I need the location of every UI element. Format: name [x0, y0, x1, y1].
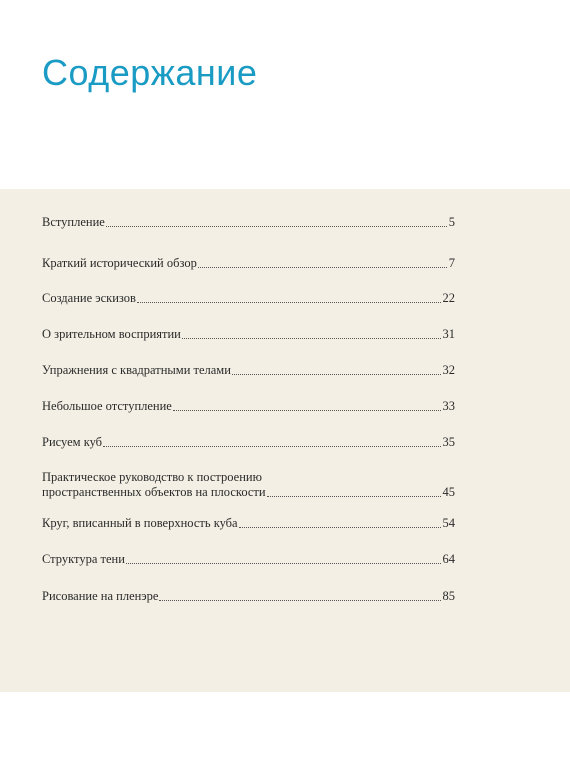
toc-entry-title: Практическое руководство к построению — [42, 470, 262, 484]
toc-entry-row — [42, 589, 455, 604]
dot-leader — [126, 563, 441, 564]
page-title: Содержание — [42, 52, 258, 93]
toc-page-number: 35 — [442, 435, 455, 449]
toc-list — [42, 189, 455, 692]
dot-leader — [182, 338, 441, 339]
toc-page-number: 7 — [448, 256, 455, 270]
toc-entry-title: Круг, вписанный в поверхность куба — [42, 516, 238, 530]
toc-entry — [42, 291, 455, 306]
toc-entry-row — [42, 435, 455, 450]
toc-page-number: 31 — [442, 327, 455, 341]
toc-entry-row — [42, 363, 455, 378]
toc-entry — [42, 470, 455, 500]
toc-entry-title: Вступление — [42, 215, 105, 229]
toc-entry-row — [42, 327, 455, 342]
toc-entry — [42, 589, 455, 604]
toc-entry-title: Создание эскизов — [42, 291, 136, 305]
dot-leader — [137, 302, 441, 303]
dot-leader — [198, 267, 447, 268]
toc-page-number: 64 — [442, 552, 455, 566]
toc-entry-row — [42, 215, 455, 230]
toc-page-number: 85 — [442, 589, 455, 603]
toc-entry-title: Упражнения с квадратными телами — [42, 363, 231, 377]
toc-entry — [42, 327, 455, 342]
toc-entry-row — [42, 291, 455, 306]
toc-page-number: 54 — [442, 516, 455, 530]
dot-leader — [267, 496, 441, 497]
toc-entry-row — [42, 516, 455, 531]
toc-entry-title: Рисуем куб — [42, 435, 103, 449]
toc-entry — [42, 363, 455, 378]
toc-entry-title: Структура тени — [42, 552, 125, 566]
toc-page-number: 5 — [448, 215, 455, 229]
dot-leader — [173, 410, 441, 411]
toc-entry-row — [42, 399, 455, 414]
toc-page-number: 22 — [442, 291, 455, 305]
dot-leader — [106, 226, 447, 227]
toc-entry-title: Рисование на пленэре — [42, 589, 159, 603]
dot-leader — [103, 446, 440, 447]
toc-entry-title: пространственных объектов на плоскости — [42, 485, 266, 499]
toc-entry — [42, 215, 455, 230]
toc-entry — [42, 435, 455, 450]
toc-page-number: 32 — [442, 363, 455, 377]
toc-entry — [42, 552, 455, 567]
dot-leader — [239, 527, 441, 528]
toc-page-number: 45 — [442, 485, 455, 499]
toc-entry — [42, 516, 455, 531]
dot-leader — [232, 374, 441, 375]
dot-leader — [159, 600, 440, 601]
toc-entry-title: Небольшое отступление — [42, 399, 172, 413]
toc-page-number: 33 — [442, 399, 455, 413]
toc-entry — [42, 399, 455, 414]
toc-entry-row — [42, 256, 455, 271]
toc-entry-row — [42, 485, 455, 500]
toc-panel — [0, 189, 570, 692]
toc-entry — [42, 256, 455, 271]
toc-entry-title: Краткий исторический обзор — [42, 256, 197, 270]
toc-entry-row — [42, 552, 455, 567]
toc-entry-title: О зрительном восприятии — [42, 327, 181, 341]
